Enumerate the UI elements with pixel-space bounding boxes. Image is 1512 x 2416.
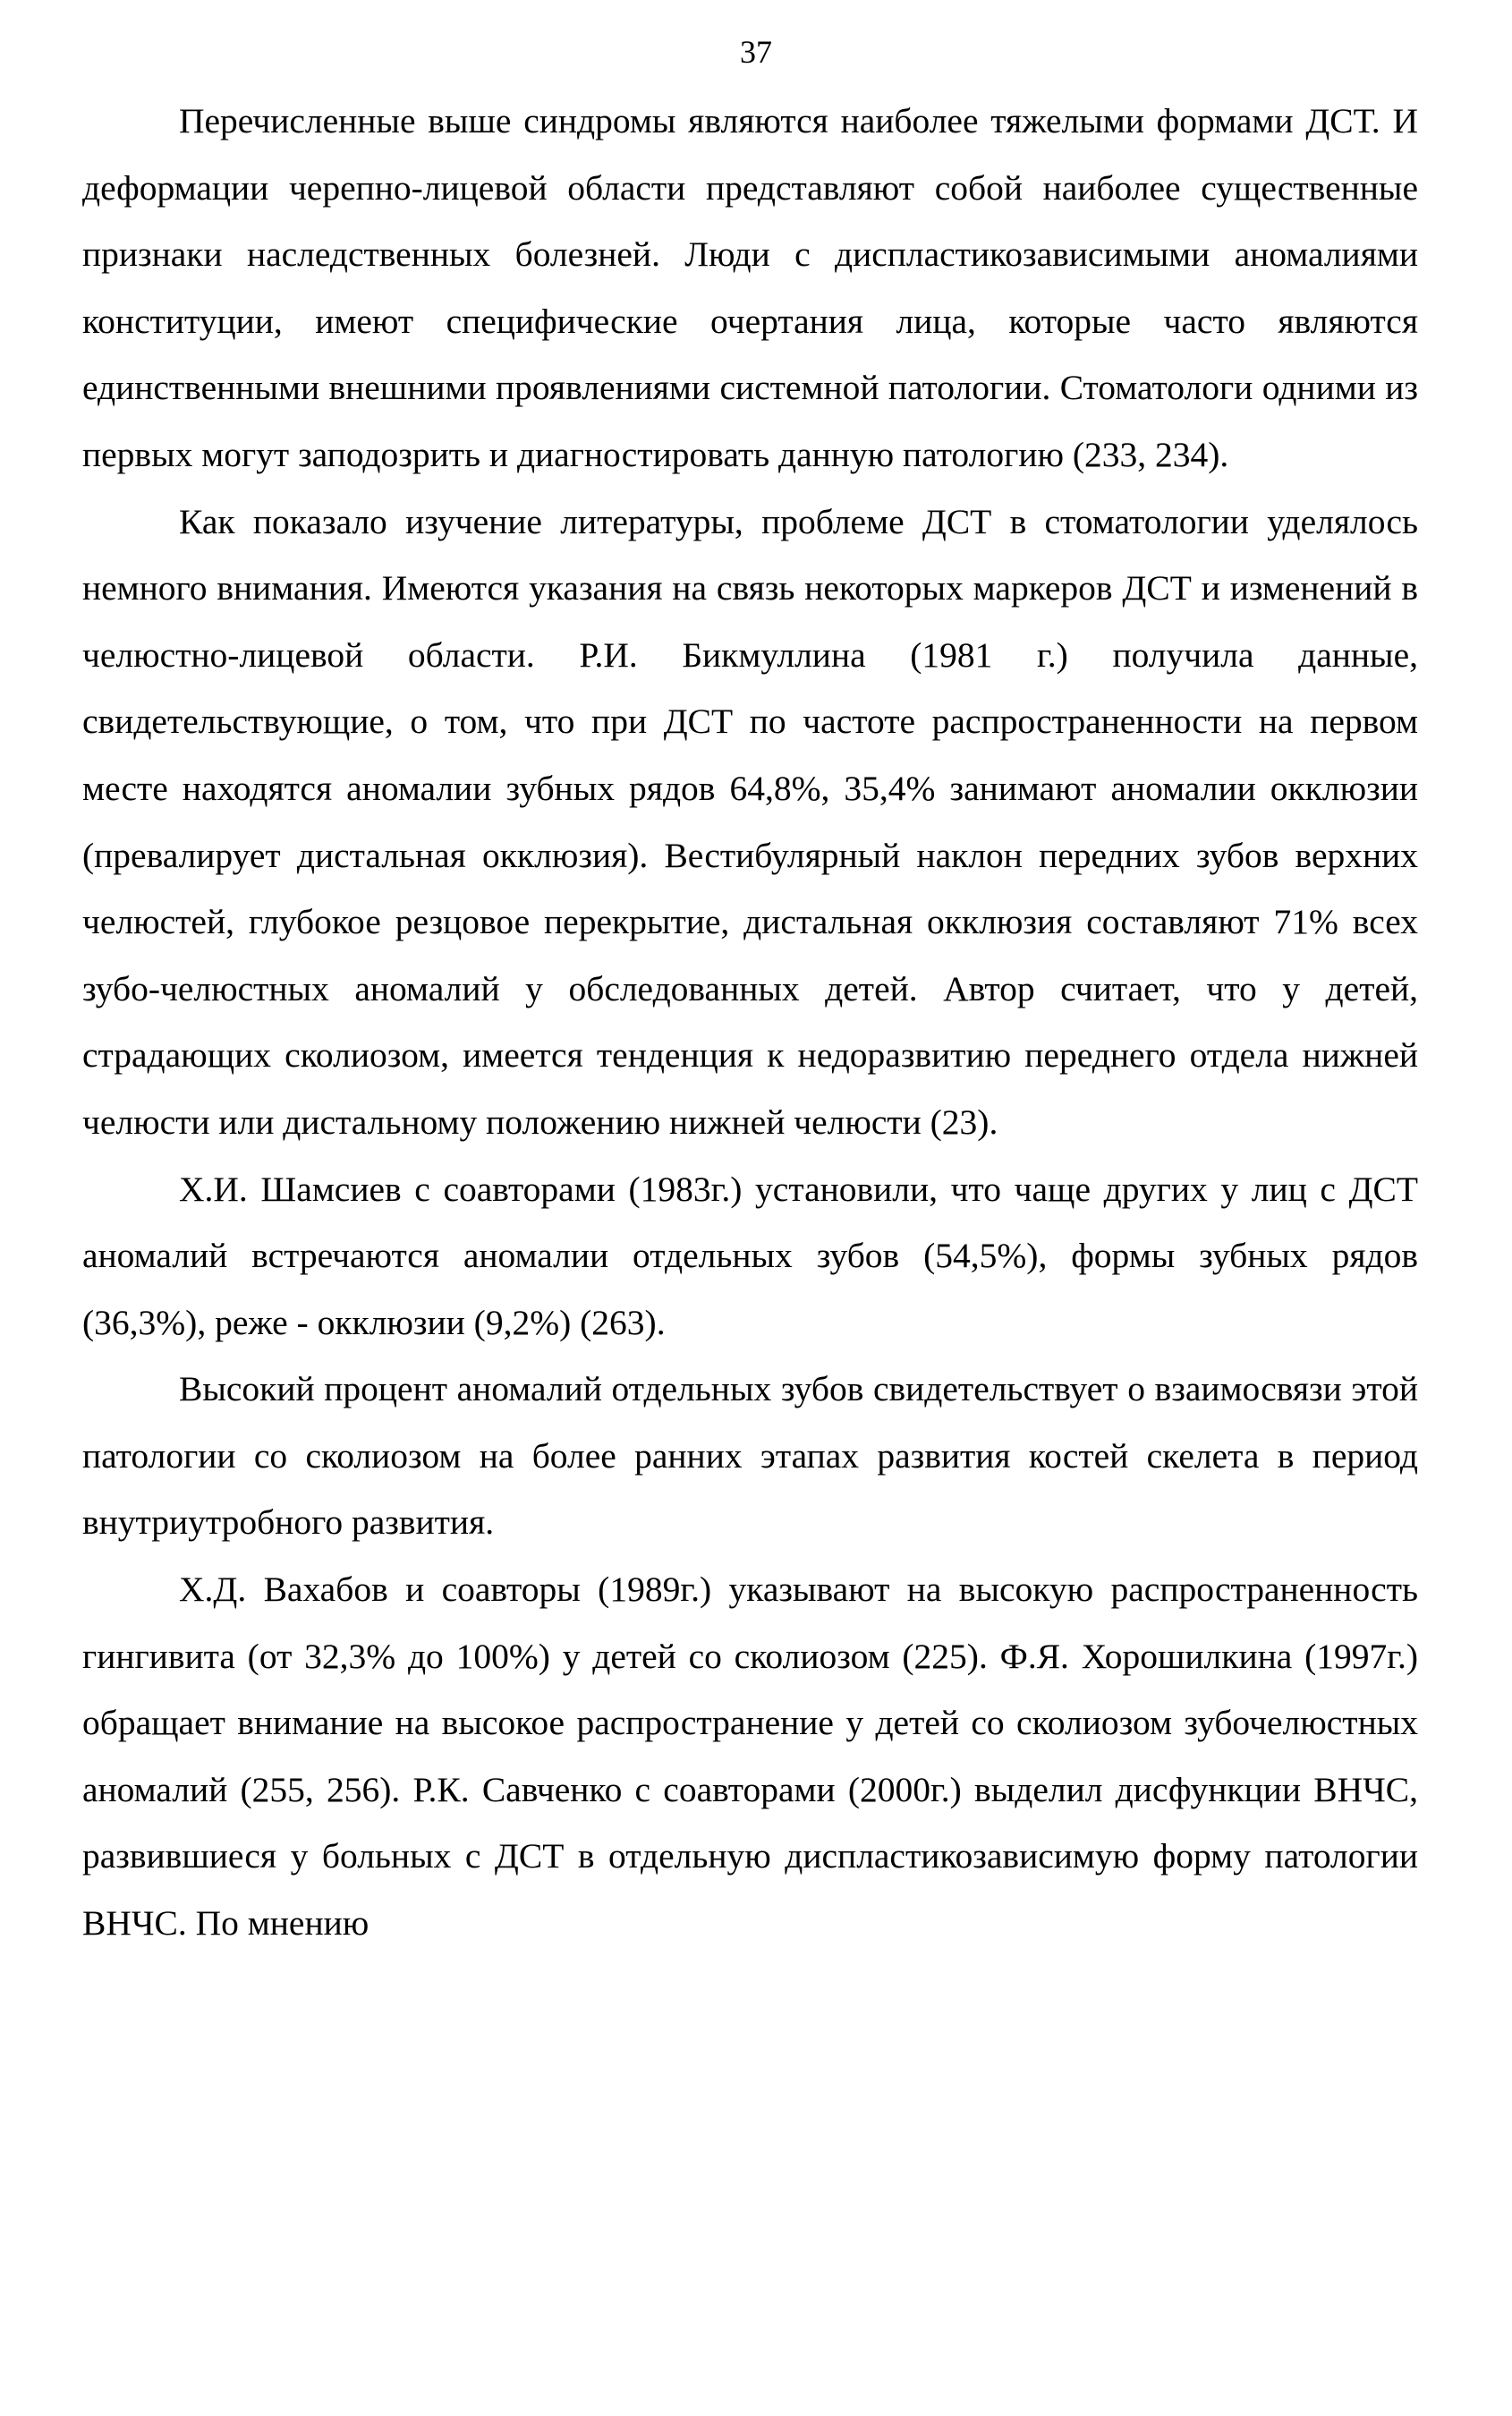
document-body xyxy=(82,88,1418,1957)
paragraph: Как показало изучение литературы, проблеме ДСТ в стоматологии уделялось немного внимания. Имеются указания на связь некоторых маркеров ДСТ и изменений в челюстно-лицевой области. Р.И. Бикмуллина (1981 г.) получила данные, свидетельствующие, о том, что при ДСТ по частоте распространенности на первом месте находятся аномалии зубных рядов 64,8%, 35,4% занимают аномалии окклюзии (превалирует дистальная окклюзия). Вестибулярный наклон передних зубов верхних челюстей, глубокое резцовое перекрытие, дистальная окклюзия составляют 71% всех зубо-челюстных аномалий у обследованных детей. Автор считает, что у детей, страдающих сколиозом, имеется тенденция к недоразвитию переднего отдела нижней челюсти или дистальному положению нижней челюсти (23). xyxy=(82,501,1418,1142)
page-number: 37 xyxy=(740,34,772,70)
paragraph: Х.Д. Вахабов и соавторы (1989г.) указывают на высокую распространенность гингивита (от 32,3% до 100%) у детей со сколиозом (225). Ф.Я. Хорошилкина (1997г.) обращает внимание на высокое распространение у детей со сколиозом зубочелюстных аномалий (255, 256). Р.К. Савченко с соавторами (2000г.) выделил дисфункции ВНЧС, развившиеся у больных с ДСТ в отдельную диспластикозависимую форму патологии ВНЧС. По мнению xyxy=(82,1570,1418,1944)
paragraph: Перечисленные выше синдромы являются наиболее тяжелыми формами ДСТ. И деформации черепно-лицевой области представляют собой наиболее существенные признаки наследственных болезней. Люди с диспластикозависимыми аномалиями конституции, имеют специфические очертания лица, которые часто являются единственными внешними проявлениями системной патологии. Стоматологи одними из первых могут заподозрить и диагностировать данную патологию (233, 234). xyxy=(82,101,1418,474)
paragraph: Высокий процент аномалий отдельных зубов свидетельствует о взаимосвязи этой патологии со сколиозом на более ранних этапах развития костей скелета в период внутриутробного развития. xyxy=(82,1369,1418,1543)
paragraph: Х.И. Шамсиев с соавторами (1983г.) установили, что чаще других у лиц с ДСТ аномалий встречаются аномалии отдельных зубов (54,5%), формы зубных рядов (36,3%), реже - окклюзии (9,2%) (263). xyxy=(82,1169,1418,1342)
